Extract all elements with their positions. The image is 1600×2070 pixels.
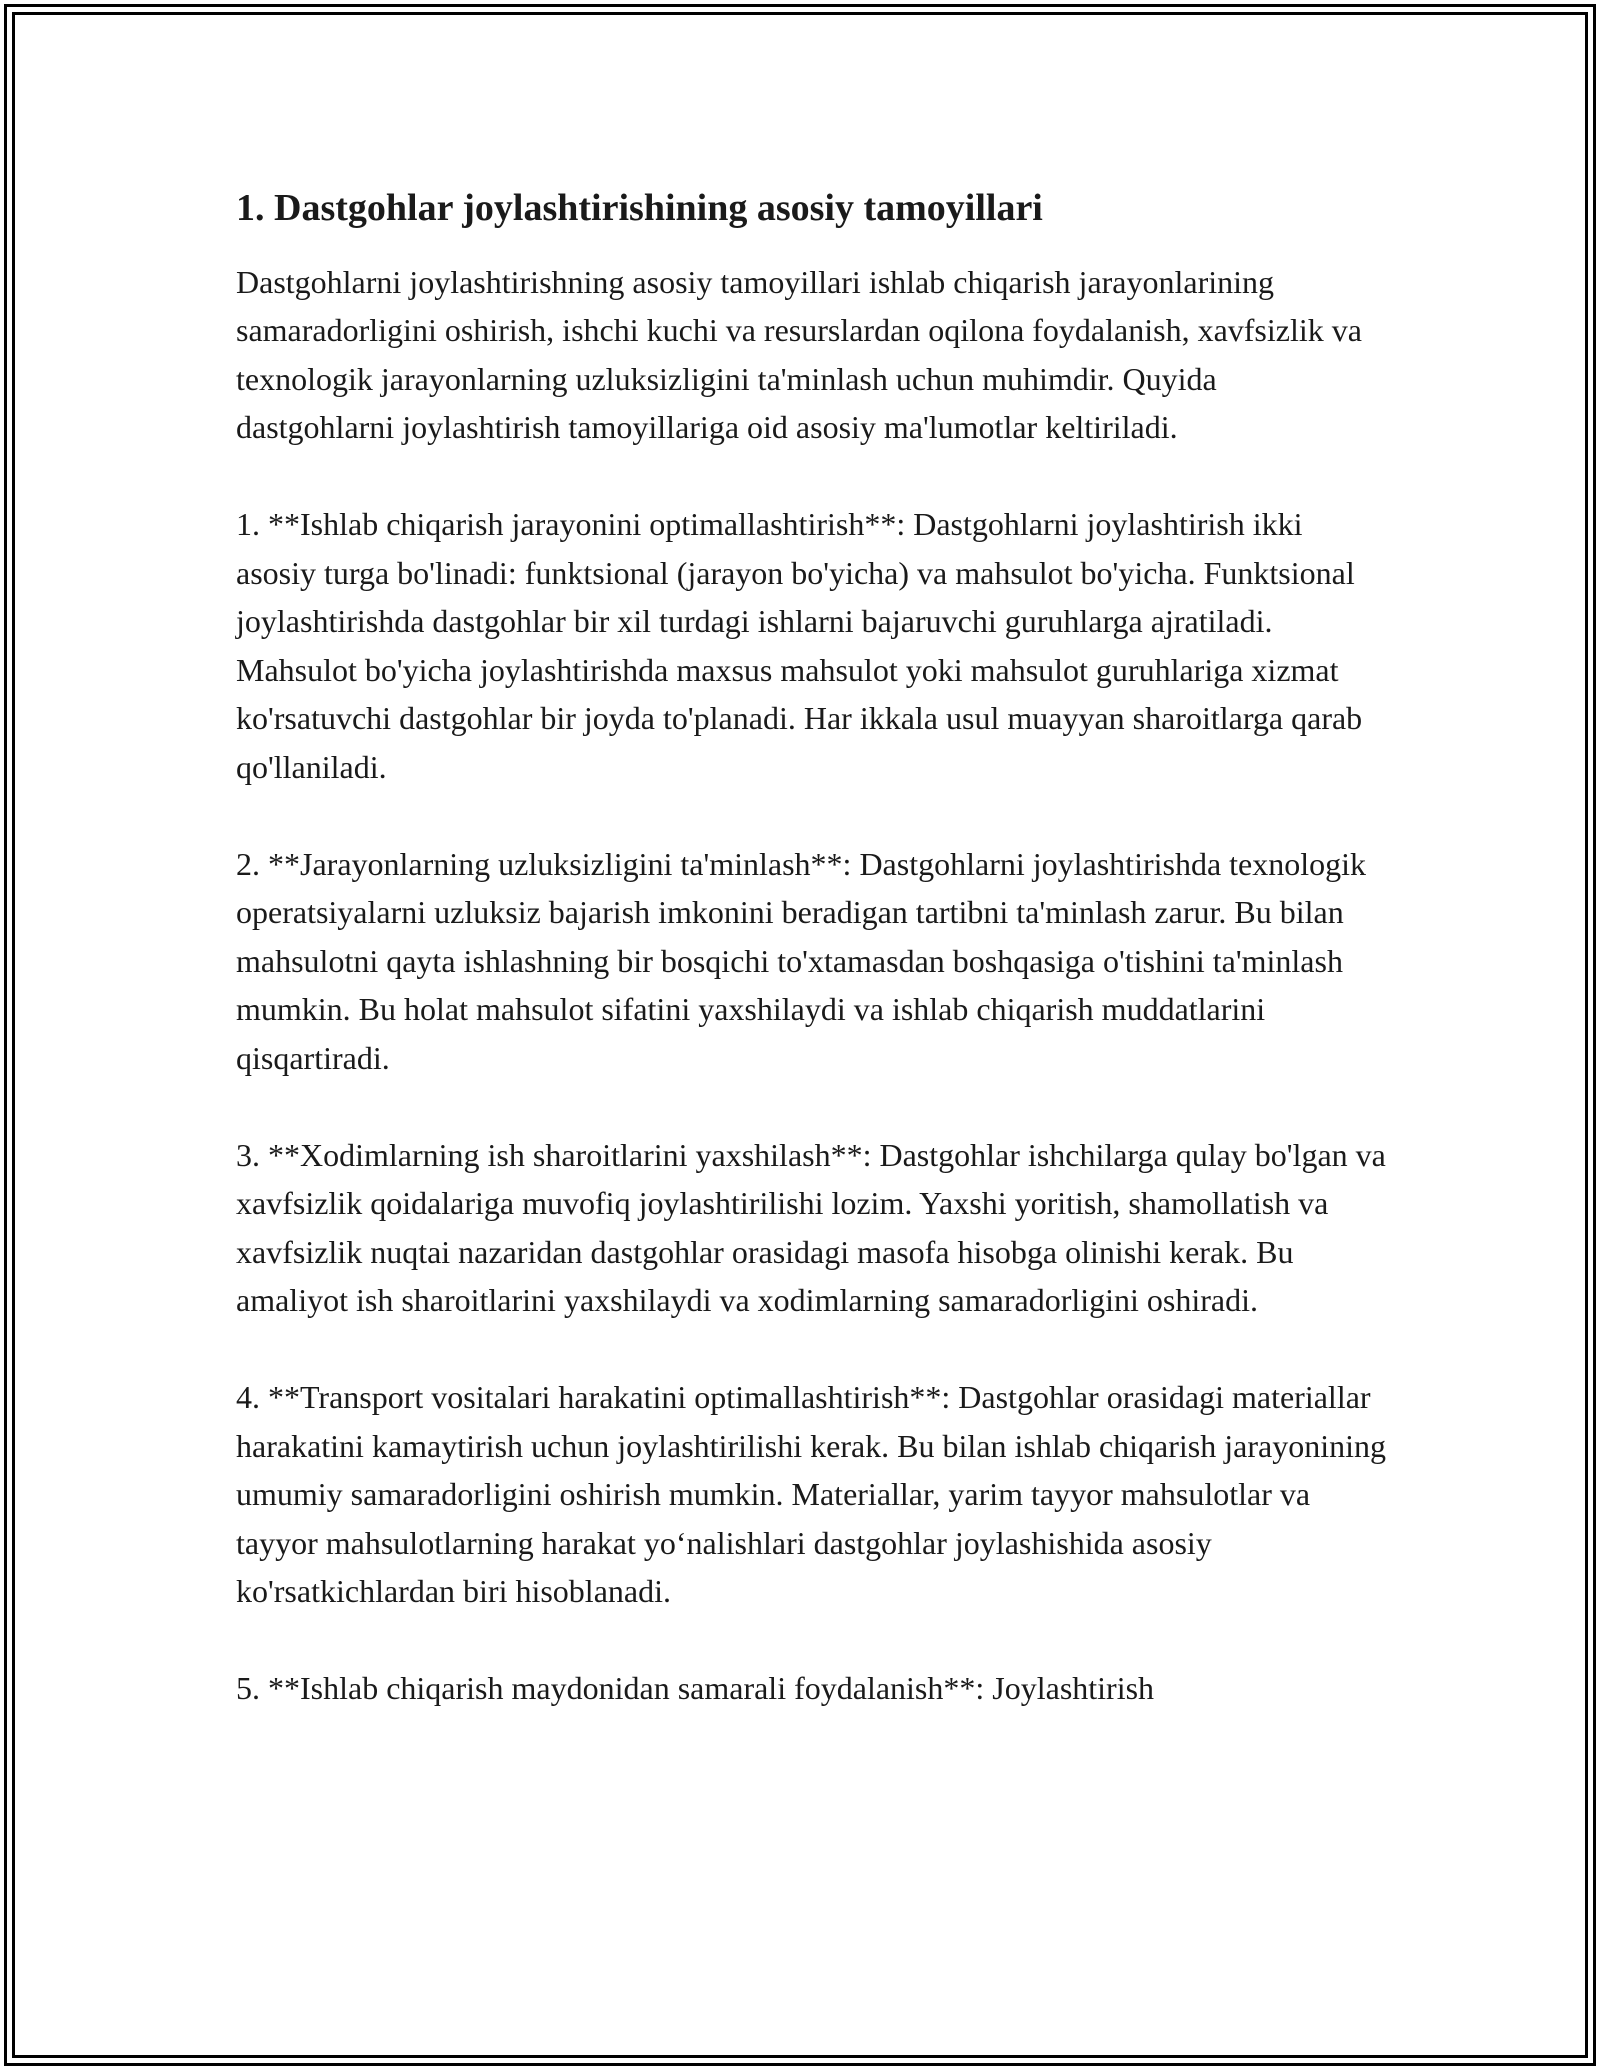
list-item: 3. **Xodimlarning ish sharoitlarini yaxshilash**: Dastgohlar ishchilarga qulay bo'lgan va xavfsizlik qoidalariga muvofiq joylashtirilishi lozim. Yaxshi yoritish, shamollatish va xavfsizlik nuqtai nazaridan dastgohlar orasidagi masofa hisobga olinishi kerak. Bu amaliyot ish sharoitlarini yaxshilaydi va xodimlarning samaradorligini oshiradi. (236, 1136, 1386, 1319)
list-item: 1. **Ishlab chiqarish jarayonini optimallashtirish**: Dastgohlarni joylashtirish ikki asosiy turga bo'linadi: funktsional (jarayon bo'yicha) va mahsulot bo'yicha. Funktsional joylashtirishda dastgohlar bir xil turdagi ishlarni bajaruvchi guruhlarga ajratiladi. Mahsulot bo'yicha joylashtirishda maxsus mahsulot yoki mahsulot guruhlariga xizmat ko'rsatuvchi dastgohlar bir joyda to'planadi. Har ikkala usul muayyan sharoitlarga qarab qo'llaniladi. (236, 506, 1363, 785)
list-item: 4. **Transport vositalari harakatini optimallashtirish**: Dastgohlar orasidagi materiallar harakatini kamaytirish uchun joylashtirilishi kerak. Bu bilan ishlab chiqarish jarayonining umumiy samaradorligini oshirish mumkin. Materiallar, yarim tayyor mahsulotlar va tayyor mahsulotlarning harakat yoʻnalishlari dastgohlar joylashishida asosiy ko'rsatkichlardan biri hisoblanadi. (236, 1379, 1386, 1610)
document-title: 1. Dastgohlar joylashtirishining asosiy tamoyillari (236, 187, 1043, 229)
document-body (236, 186, 1386, 1761)
intro-paragraph: Dastgohlarni joylashtirishning asosiy tamoyillari ishlab chiqarish jarayonlarining samaradorligini oshirish, ishchi kuchi va resurslardan oqilona foydalanish, xavfsizlik va texnologik jarayonlarning uzluksizligini ta'minlash uchun muhimdir. Quyida dastgohlarni joylashtirish tamoyillariga oid asosiy ma'lumotlar keltiriladi. (236, 263, 1362, 446)
list-item: 2. **Jarayonlarning uzluksizligini ta'minlash**: Dastgohlarni joylashtirishda texnologik operatsiyalarni uzluksiz bajarish imkonini beradigan tartibni ta'minlash zarur. Bu bilan mahsulotni qayta ishlashning bir bosqichi to'xtamasdan boshqasiga o'tishini ta'minlash mumkin. Bu holat mahsulot sifatini yaxshilaydi va ishlab chiqarish muddatlarini qisqartiradi. (236, 845, 1367, 1076)
list-item: 5. **Ishlab chiqarish maydonidan samarali foydalanish**: Joylashtirish (236, 1670, 1155, 1707)
